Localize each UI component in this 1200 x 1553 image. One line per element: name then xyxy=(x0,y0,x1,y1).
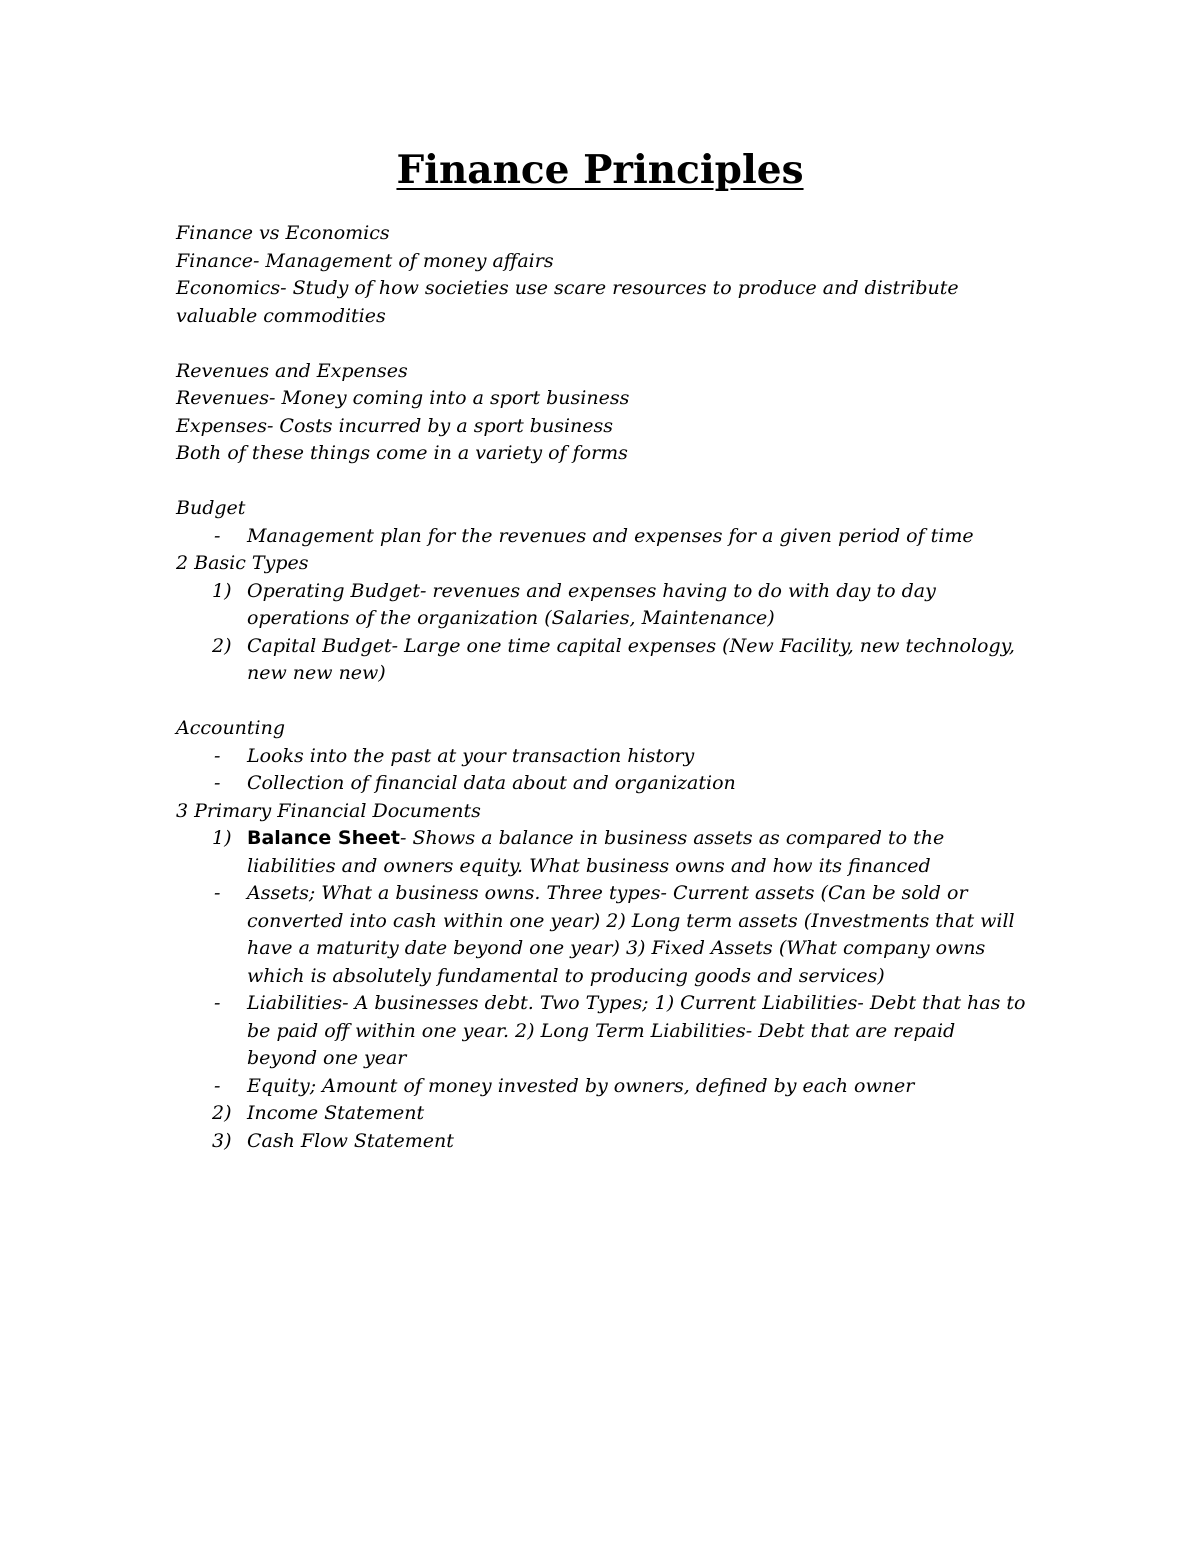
spacer xyxy=(176,330,1056,358)
capital-budget-line-2: new new new) xyxy=(247,662,386,684)
list-item: 3) Cash Flow Statement xyxy=(176,1128,1056,1156)
spacer xyxy=(176,468,1056,496)
expenses-definition: Expenses- Costs incurred by a sport business xyxy=(176,414,614,437)
operating-budget xyxy=(247,578,1056,633)
page-title: Finance Principles xyxy=(396,147,804,193)
balance-sheet xyxy=(247,825,1056,880)
liabilities-line-2: be paid off within one year. 2) Long Term Liabilities- Debt that are repaid xyxy=(247,1019,956,1042)
assets-line-2: converted into cash within one year) 2) Long term assets (Investments that will xyxy=(247,909,1015,932)
accounting-point-1: Looks into the past at your transaction history xyxy=(247,744,695,767)
list-item: 1) Operating Budget- revenues and expenses having to do with day to day operations of the organization (Salaries, Maintenance) xyxy=(176,578,1056,633)
accounting-point-2: Collection of financial data about and organization xyxy=(247,772,736,794)
list-item: 2) Capital Budget- Large one time capital expenses (New Facility, new technology, new new new) xyxy=(176,633,1056,688)
forms-note: Both of these things come in a variety of forms xyxy=(176,442,628,464)
balance-sheet-line-1 xyxy=(247,825,1056,853)
operating-budget-line-1: Operating Budget- revenues and expenses having to do with day to day xyxy=(247,579,936,602)
economics-definition-line-1: Economics- Study of how societies use scare resources to produce and distribute xyxy=(176,277,959,299)
list-item: - Assets; What a business owns. Three types- Current assets (Can be sold or converted into cash within one year) 2) Long term assets (Investments that will have a maturity date beyond one year) 3) Fixed Assets (What company owns which is absolutely fundamental to producing goods and services) xyxy=(176,880,1056,990)
section-heading-accounting: Accounting xyxy=(176,717,286,739)
list-item: - Collection of financial data about and organization xyxy=(176,770,1056,798)
assets-line-4: which is absolutely fundamental to producing goods and services) xyxy=(247,964,885,987)
list-item: 1) Balance Sheet- Shows a balance in business assets as compared to the liabilities and owners equity. What business owns and how its financed xyxy=(176,825,1056,880)
liabilities-line-1: Liabilities- A businesses debt. Two Types; 1) Current Liabilities- Debt that has to xyxy=(247,992,1026,1014)
balance-sheet-desc: - Shows a balance in business assets as compared to the xyxy=(400,827,945,849)
list-item: - Equity; Amount of money invested by owners, defined by each owner xyxy=(176,1073,1056,1101)
economics-definition-line-2: valuable commodities xyxy=(176,304,386,327)
income-statement: Income Statement xyxy=(247,1102,425,1124)
capital-budget-line-1: Capital Budget- Large one time capital expenses (New Facility, new technology, xyxy=(247,634,1015,657)
balance-sheet-term: Balance Sheet xyxy=(247,827,400,849)
equity-point: Equity; Amount of money invested by owners, defined by each owner xyxy=(247,1074,915,1097)
assets-line-1: Assets; What a business owns. Three types- Current assets (Can be sold or xyxy=(247,882,968,904)
capital-budget xyxy=(247,633,1056,688)
budget-types-heading: 2 Basic Types xyxy=(176,552,309,574)
list-item: 2) Income Statement xyxy=(176,1100,1056,1128)
document-body xyxy=(176,220,1056,1155)
balance-sheet-line-2: liabilities and owners equity. What business owns and how its financed xyxy=(247,854,931,877)
cash-flow-statement: Cash Flow Statement xyxy=(247,1129,454,1152)
financial-documents-heading: 3 Primary Financial Documents xyxy=(176,799,481,822)
list-item: - Management plan for the revenues and expenses for a given period of time xyxy=(176,523,1056,551)
list-item: - Looks into the past at your transaction history xyxy=(176,743,1056,771)
operating-budget-line-2: operations of the organization (Salaries, Maintenance) xyxy=(247,607,775,629)
finance-definition: Finance- Management of money affairs xyxy=(176,249,554,272)
liabilities-line-3: beyond one year xyxy=(247,1047,407,1069)
list-item: - Liabilities- A businesses debt. Two Types; 1) Current Liabilities- Debt that has to be paid off within one year. 2) Long Term Liabilities- Debt that are repaid beyond one year xyxy=(176,990,1056,1073)
liabilities-point xyxy=(247,990,1056,1073)
section-heading-revenues-expenses: Revenues and Expenses xyxy=(176,359,408,382)
spacer xyxy=(176,688,1056,716)
section-heading-budget: Budget xyxy=(176,497,246,519)
assets-point xyxy=(247,880,1056,990)
assets-line-3: have a maturity date beyond one year) 3) Fixed Assets (What company owns xyxy=(247,937,986,959)
revenues-definition: Revenues- Money coming into a sport business xyxy=(176,387,630,409)
section-heading-finance-vs-economics: Finance vs Economics xyxy=(176,222,390,244)
budget-definition: Management plan for the revenues and expenses for a given period of time xyxy=(247,524,974,547)
